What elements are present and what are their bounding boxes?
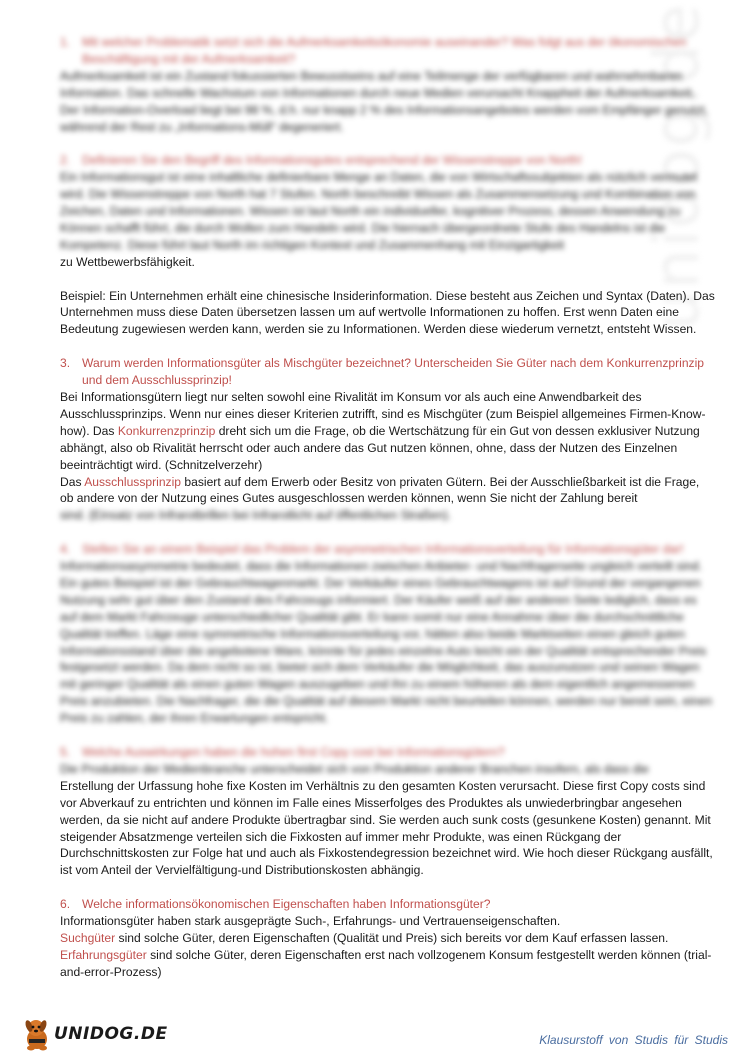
question-3 [60,355,715,389]
answer-text: sind solche Güter, deren Eigenschaften erst nach vollzogenem Konsum festgestellt werden können (trial-and-error-Prozess) [60,947,712,979]
question-number: 5. [60,744,71,759]
question-text: Stellen Sie an einem Beispiel das Problem der asymmetrischen Informationsverteilung für Informationsgüter dar! [82,542,684,557]
question-2 [60,152,715,169]
question-number: 6. [60,897,71,912]
question-1 [60,34,715,68]
section-1 [60,34,715,135]
answer-6-line-3 [60,947,715,981]
answer-1: Aufmerksamkeit ist ein Zustand fokussierten Bewusstseins auf eine Teilmenge der verfügbaren und wahrnehmbaren Information. Das schnelle Wachstum von Informationen durch neue Medien verursacht Knappheit der Aufmerksamkeit. Der Information-Overload liegt bei 98 %, d.h. nur knapp 2 % des Informationsangebotes werden vom Empfänger genutzt, während der Rest zu „Informations-Müll“ degeneriert. [60,68,709,134]
question-text: Mit welcher Problematik setzt sich die Aufmerksamkeitsökonomie auseinander? Was folgt aus der ökonomischen Beschäftigung mit der Aufmerksamkeit? [82,35,687,66]
answer-text: Bei Informationsgütern liegt nur selten sowohl eine Rivalität im Konsum vor als auch eine Anwendbarkeit des Ausschlussprinzips. Wenn nur eines dieser Kriterien zutrifft, sind es Mischgüter (zum Beispiel allgemeines Firmen-Know-how). Das [60,389,706,438]
answer-text: dreht sich um die Frage, ob die Wertschätzung für ein Gut von dessen exklusiver Nutzung abhängt, also ob Rivalität herrscht oder auch andere das Gut nutzen können, ohne, dass der Nutzen des Einzelnen beeinträchtigt wird. (Schnitzelverzehr) [60,423,700,472]
section-2 [60,152,715,338]
question-6 [60,896,715,913]
answer-4: Informationsasymmetrie bedeutet, dass die Informationen zwischen Anbieter- und Nachfragerseite ungleich verteilt sind. Ein gutes Beispiel ist der Gebrauchtwagenmarkt. Der Verkäufer eines Gebrauchtwagens ist auf Grund der vergangenen Nutzung sehr gut über den Zustand des Fahrzeugs informiert. Der Käufer weiß auf der anderen Seite lediglich, dass es auf dem Markt Fahrzeuge unterschiedlicher Qualität gibt. Er kann somit nur eine Annahme über die durchschnittliche Qualität treffen. Läge eine symmetrische Informationsverteilung vor, hätten also beide Marktseiten einen gleich guten Informationsstand über die angebotene Ware, könnte für jedes einzelne Auto leicht ein der Qualität entsprechender Preis festgesetzt werden. Da dem nicht so ist, bietet sich dem Verkäufer die Möglichkeit, das auszunutzen und seinen Wagen mit geringer Qualität als einen guten Wagen auszugeben und ihn zu einem höheren als dem eigentlich angemessenen Preis anzubieten. Die Nachfrager, die die Qualität auf diesem Markt nicht beurteilen können, werden nur bereit sein, einen Preis zu zahlen, der ihren Erwartungen entspricht. [60,559,713,726]
answer-text: sind solche Güter, deren Eigenschaften (Qualität und Preis) sich bereits vor dem Kauf erfassen lassen. [118,930,669,945]
answer-2-blurred: Ein Informationsgut ist eine inhaltliche definierbare Menge an Daten, die von Wirtschaftssubjekten als nützlich vermutet wird. Die Wissenstreppe von North hat 7 Stufen. North beschreibt Wissen als Zusammensetzung und Kombination von Zeichen, Daten und Informationen. Wissen ist laut North ein individueller, kognitiver Prozess, dessen Anwendung zu Können schafft führt, die durch Wollen zum Handeln wird. Die hiernach übergeordnete Stufe des Handelns ist die Kompetenz. Diese führt laut North im richtigen Kontext und Zusammenhang mit Einzigartigkeit [60,170,698,252]
footer-tagline: Klausurstoff von Studis für Studis [539,1033,728,1047]
section-3 [60,355,715,524]
section-4 [60,541,715,727]
section-5 [60,744,715,879]
answer-6-line-1: Informationsgüter haben stark ausgeprägte Such-, Erfahrungs- und Vertrauenseigenschaften. [60,914,561,929]
example-2: Beispiel: Ein Unternehmen erhält eine chinesische Insiderinformation. Diese besteht aus Zeichen und Syntax (Daten). Das Unternehmen muss diese Daten übersetzen lassen um auf wertvolle Informationen zu hoffen. Erst wenn Daten eine Bedeutung zugewiesen werden kann, werden sie zu Informationen. Werden diese wiederum vernetzt, entsteht Wissen. [60,288,715,337]
answer-3 [60,389,715,507]
term-suchgueter: Suchgüter [60,930,116,945]
section-6 [60,896,715,981]
answer-3-blurred: sind. (Einsatz von Infrarotbrillen bei Infrarotlicht auf öffentlichen Straßen). [60,508,452,523]
question-text: Welche Auswirkungen haben die hohen first Copy cost bei Informationsgütern? [82,744,505,759]
answer-5: Erstellung der Urfassung hohe fixe Kosten im Verhältnis zu den gesamten Kosten verursacht. Diese first Copy costs sind vor Abverkauf zu entrichten und können im Falle eines Misserfolges des Produktes als unwiederbringbar angesehen werden, da sie nicht auf andere Produkte übertragbar sind. Sie werden auch sunk costs (gesunkene Kosten) genannt. Mit steigender Absatzmenge verteilen sich die Fixkosten auf immer mehr Produkte, was einen Rückgang der Durchschnittskosten zur Folge hat und auch als Fixkostendegression bezeichnet wird. Wie hoch dieser Rückgang ausfällt, ist vom Anteil der Vervielfältigung-und Distributionskosten abhängig. [60,778,713,878]
unidog-logo[interactable] [22,1017,168,1051]
dog-mascot-icon [22,1017,52,1051]
document-page [60,34,715,981]
page-footer [0,1015,750,1055]
logo-text: UNIDOG.DE [54,1024,168,1044]
question-text: Definieren Sie den Begriff des Informationsgutes entsprechend der Wissenstreppe von North! [82,153,582,168]
watermark: unidog.de [640,2,713,330]
term-ausschlussprinzip: Ausschlussprinzip [84,474,182,489]
term-konkurrenzprinzip: Konkurrenzprinzip [117,423,216,438]
question-text: Welche informationsökonomischen Eigenschaften haben Informationsgüter? [82,897,491,912]
answer-text: Das [60,474,82,489]
question-text: Warum werden Informationsgüter als Mischgüter bezeichnet? Unterscheiden Sie Güter nach dem Konkurrenzprinzip und dem Ausschlussprinzip! [82,356,705,388]
answer-text: basiert auf dem Erwerb oder Besitz von privaten Gütern. Bei der Ausschließbarkeit ist die Frage, ob andere von der Nutzung eines Gutes ausgeschlossen werden können, wenn Sie nicht der Zahlung bereit [60,474,700,506]
question-number: 4. [60,542,71,557]
question-4 [60,541,715,558]
question-number: 2. [60,153,71,168]
question-5 [60,744,715,761]
term-erfahrungsgueter: Erfahrungsgüter [60,947,147,962]
answer-6-line-2 [60,930,715,947]
question-number: 3. [60,356,71,371]
answer-2-tail: zu Wettbewerbsfähigkeit. [60,254,195,269]
answer-5-blurred: Die Produktion der Medienbranche unterscheidet sich von Produktion anderer Branchen insofern, als dass die [60,761,649,776]
question-number: 1. [60,35,71,49]
